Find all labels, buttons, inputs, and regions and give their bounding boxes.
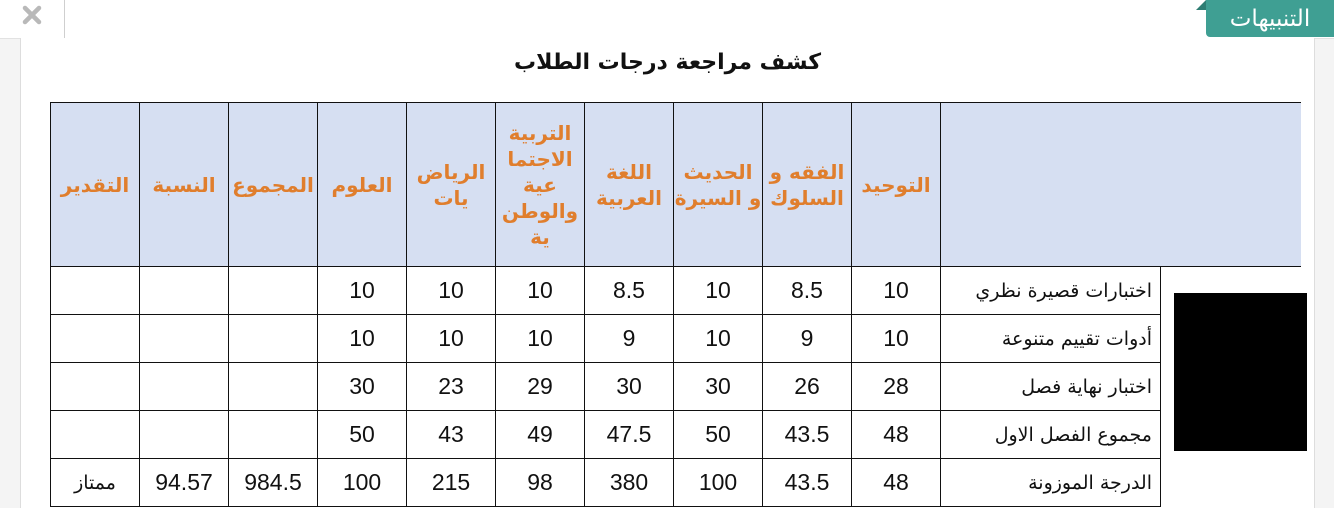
table-cell: 380 <box>585 459 674 507</box>
row-label: مجموع الفصل الاول <box>941 411 1161 459</box>
close-button[interactable] <box>0 0 65 38</box>
table-cell <box>51 411 140 459</box>
table-cell: 8.5 <box>585 267 674 315</box>
header-row <box>51 103 1301 267</box>
table-cell: 23 <box>407 363 496 411</box>
table-cell: ممتاز <box>51 459 140 507</box>
row-label: أدوات تقييم متنوعة <box>941 315 1161 363</box>
table-cell <box>140 267 229 315</box>
table-cell: 30 <box>585 363 674 411</box>
table-cell: 50 <box>318 411 407 459</box>
header-science: العلوم <box>318 103 407 267</box>
table-cell: 10 <box>674 315 763 363</box>
header-percentage: النسبة <box>140 103 229 267</box>
row-label: الدرجة الموزونة <box>941 459 1161 507</box>
table-cell <box>51 267 140 315</box>
table-cell: 9 <box>763 315 852 363</box>
table-row <box>51 363 1301 411</box>
table-cell <box>51 315 140 363</box>
table-cell: 43.5 <box>763 459 852 507</box>
table-cell: 26 <box>763 363 852 411</box>
table-cell: 10 <box>674 267 763 315</box>
grades-table <box>50 102 1301 507</box>
table-cell <box>229 267 318 315</box>
top-bar <box>0 0 1334 39</box>
table-cell <box>140 363 229 411</box>
header-arabic: اللغة العربية <box>585 103 674 267</box>
row-label: اختبارات قصيرة نظري <box>941 267 1161 315</box>
table-cell: 100 <box>318 459 407 507</box>
header-corner <box>941 103 1301 267</box>
table-cell <box>229 363 318 411</box>
table-cell: 43 <box>407 411 496 459</box>
table-cell: 10 <box>852 267 941 315</box>
close-icon <box>20 3 44 27</box>
table-cell: 30 <box>674 363 763 411</box>
redacted-block <box>1174 293 1307 451</box>
table-cell: 9 <box>585 315 674 363</box>
table-cell: 29 <box>496 363 585 411</box>
table-cell: 10 <box>318 267 407 315</box>
table-cell <box>229 315 318 363</box>
header-social-studies: التربية الاجتما عية والوطن ية <box>496 103 585 267</box>
table-cell <box>51 363 140 411</box>
table-cell: 10 <box>318 315 407 363</box>
table-row <box>51 267 1301 315</box>
header-math: الرياض يات <box>407 103 496 267</box>
table-cell: 47.5 <box>585 411 674 459</box>
table-cell: 43.5 <box>763 411 852 459</box>
header-tawhid: التوحيد <box>852 103 941 267</box>
table-row <box>51 411 1301 459</box>
table-cell: 100 <box>674 459 763 507</box>
table-cell: 30 <box>318 363 407 411</box>
header-hadith: الحديث و السيرة <box>674 103 763 267</box>
table-row <box>51 459 1301 507</box>
table-cell: 48 <box>852 459 941 507</box>
table-cell: 10 <box>407 315 496 363</box>
table-cell: 10 <box>496 315 585 363</box>
table-row <box>51 315 1301 363</box>
table-cell <box>140 315 229 363</box>
table-cell: 10 <box>852 315 941 363</box>
table-cell: 10 <box>407 267 496 315</box>
sheet-title: كشف مراجعة درجات الطلاب <box>513 50 822 75</box>
header-total: المجموع <box>229 103 318 267</box>
table-cell: 215 <box>407 459 496 507</box>
alerts-tab[interactable]: التنبيهات <box>1206 0 1334 37</box>
table-cell: 984.5 <box>229 459 318 507</box>
table-cell: 94.57 <box>140 459 229 507</box>
row-label: اختبار نهاية فصل <box>941 363 1161 411</box>
table-cell <box>229 411 318 459</box>
table-cell: 8.5 <box>763 267 852 315</box>
table-cell: 48 <box>852 411 941 459</box>
header-grade: التقدير <box>51 103 140 267</box>
table-cell: 49 <box>496 411 585 459</box>
table-cell: 98 <box>496 459 585 507</box>
header-fiqh: الفقه و السلوك <box>763 103 852 267</box>
table-cell <box>140 411 229 459</box>
table-cell: 50 <box>674 411 763 459</box>
table-cell: 28 <box>852 363 941 411</box>
table-cell: 10 <box>496 267 585 315</box>
